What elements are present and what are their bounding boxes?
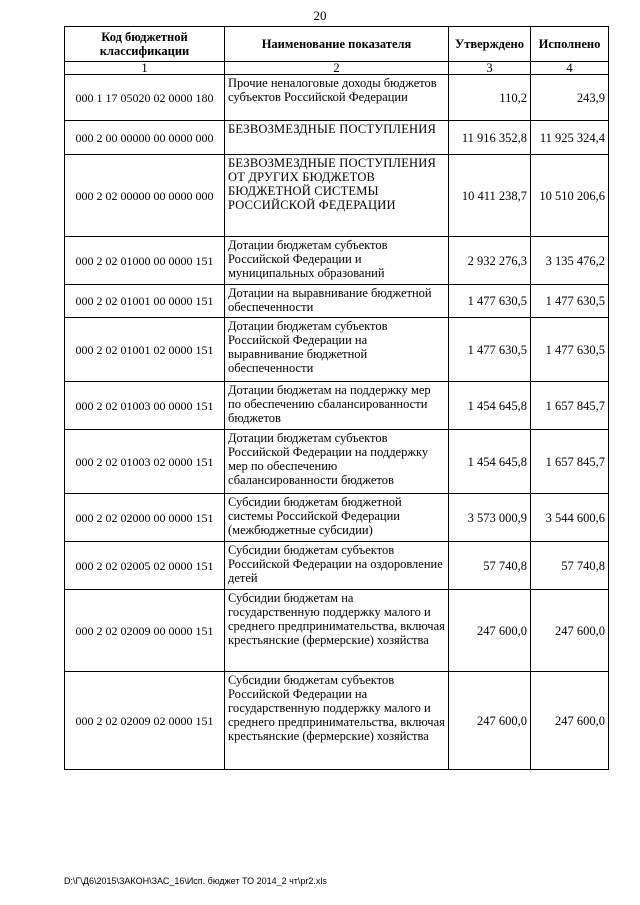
table-row: [65, 155, 609, 237]
row-approved: 3 573 000,9: [449, 494, 531, 542]
table-row: [65, 318, 609, 382]
row-code: 000 2 02 01003 00 0000 151: [65, 382, 225, 430]
table-row: [65, 285, 609, 318]
row-executed: 11 925 324,4: [531, 121, 609, 155]
row-code: 000 2 02 01003 02 0000 151: [65, 430, 225, 494]
file-path-footer: D:\Г\Д6\2015\ЗАКОН\ЗАС_16\Исп. бюджет ТО 2014_2 чт\pr2.xls: [64, 876, 327, 886]
table-row: [65, 590, 609, 672]
row-code: 000 2 02 01000 00 0000 151: [65, 237, 225, 285]
table-row: [65, 430, 609, 494]
row-executed: 243,9: [531, 75, 609, 121]
row-approved: 2 932 276,3: [449, 237, 531, 285]
row-executed: 57 740,8: [531, 542, 609, 590]
row-executed: 1 477 630,5: [531, 285, 609, 318]
row-approved: 1 477 630,5: [449, 318, 531, 382]
row-name: Субсидии бюджетам на государственную поддержку малого и среднего предпринимательства, включая крестьянские (фермерские) хозяйства: [225, 590, 449, 672]
row-code: 000 2 02 02009 00 0000 151: [65, 590, 225, 672]
row-name: Дотации бюджетам на поддержку мер по обеспечению сбалансированности бюджетов: [225, 382, 449, 430]
column-number: 4: [531, 62, 609, 75]
header-executed: Исполнено: [531, 27, 609, 62]
table-row: [65, 542, 609, 590]
row-name: Дотации бюджетам субъектов Российской Федерации на поддержку мер по обеспечению сбалансированности бюджетов: [225, 430, 449, 494]
page-number: 20: [313, 8, 327, 23]
column-number-row: [65, 62, 609, 75]
row-approved: 57 740,8: [449, 542, 531, 590]
header-approved: Утверждено: [449, 27, 531, 62]
table-row: [65, 237, 609, 285]
budget-table: [64, 26, 609, 770]
header-name: Наименование показателя: [225, 27, 449, 62]
row-approved: 247 600,0: [449, 672, 531, 770]
row-name: Дотации бюджетам субъектов Российской Федерации и муниципальных образований: [225, 237, 449, 285]
row-executed: 3 544 600,6: [531, 494, 609, 542]
row-code: 000 2 00 00000 00 0000 000: [65, 121, 225, 155]
row-approved: 1 454 645,8: [449, 382, 531, 430]
row-executed: 1 477 630,5: [531, 318, 609, 382]
row-code: 000 2 02 02009 02 0000 151: [65, 672, 225, 770]
row-name: БЕЗВОЗМЕЗДНЫЕ ПОСТУПЛЕНИЯ: [225, 121, 449, 155]
row-name: Субсидии бюджетам субъектов Российской Федерации на оздоровление детей: [225, 542, 449, 590]
row-name: Дотации на выравнивание бюджетной обеспеченности: [225, 285, 449, 318]
table-row: [65, 75, 609, 121]
row-executed: 1 657 845,7: [531, 382, 609, 430]
row-name: БЕЗВОЗМЕЗДНЫЕ ПОСТУПЛЕНИЯ ОТ ДРУГИХ БЮДЖЕТОВ БЮДЖЕТНОЙ СИСТЕМЫ РОССИЙСКОЙ ФЕДЕРАЦИИ: [225, 155, 449, 237]
row-code: 000 2 02 02000 00 0000 151: [65, 494, 225, 542]
row-code: 000 1 17 05020 02 0000 180: [65, 75, 225, 121]
column-number: 1: [65, 62, 225, 75]
row-approved: 1 477 630,5: [449, 285, 531, 318]
table-row: [65, 494, 609, 542]
row-name: Прочие неналоговые доходы бюджетов субъектов Российской Федерации: [225, 75, 449, 121]
row-approved: 110,2: [449, 75, 531, 121]
row-executed: 10 510 206,6: [531, 155, 609, 237]
row-name: Дотации бюджетам субъектов Российской Федерации на выравнивание бюджетной обеспеченности: [225, 318, 449, 382]
row-approved: 247 600,0: [449, 590, 531, 672]
row-executed: 3 135 476,2: [531, 237, 609, 285]
header-code: Код бюджетной классификации: [65, 27, 225, 62]
row-executed: 247 600,0: [531, 672, 609, 770]
header-row: [65, 27, 609, 62]
row-name: Субсидии бюджетам субъектов Российской Федерации на государственную поддержку малого и среднего предпринимательства, включая крестьянские (фермерские) хозяйства: [225, 672, 449, 770]
row-code: 000 2 02 01001 02 0000 151: [65, 318, 225, 382]
row-name: Субсидии бюджетам бюджетной системы Российской Федерации (межбюджетные субсидии): [225, 494, 449, 542]
table-row: [65, 672, 609, 770]
row-code: 000 2 02 02005 02 0000 151: [65, 542, 225, 590]
row-code: 000 2 02 00000 00 0000 000: [65, 155, 225, 237]
column-number: 2: [225, 62, 449, 75]
row-approved: 10 411 238,7: [449, 155, 531, 237]
row-executed: 1 657 845,7: [531, 430, 609, 494]
row-approved: 1 454 645,8: [449, 430, 531, 494]
row-code: 000 2 02 01001 00 0000 151: [65, 285, 225, 318]
table-row: [65, 121, 609, 155]
table-row: [65, 382, 609, 430]
row-approved: 11 916 352,8: [449, 121, 531, 155]
column-number: 3: [449, 62, 531, 75]
row-executed: 247 600,0: [531, 590, 609, 672]
